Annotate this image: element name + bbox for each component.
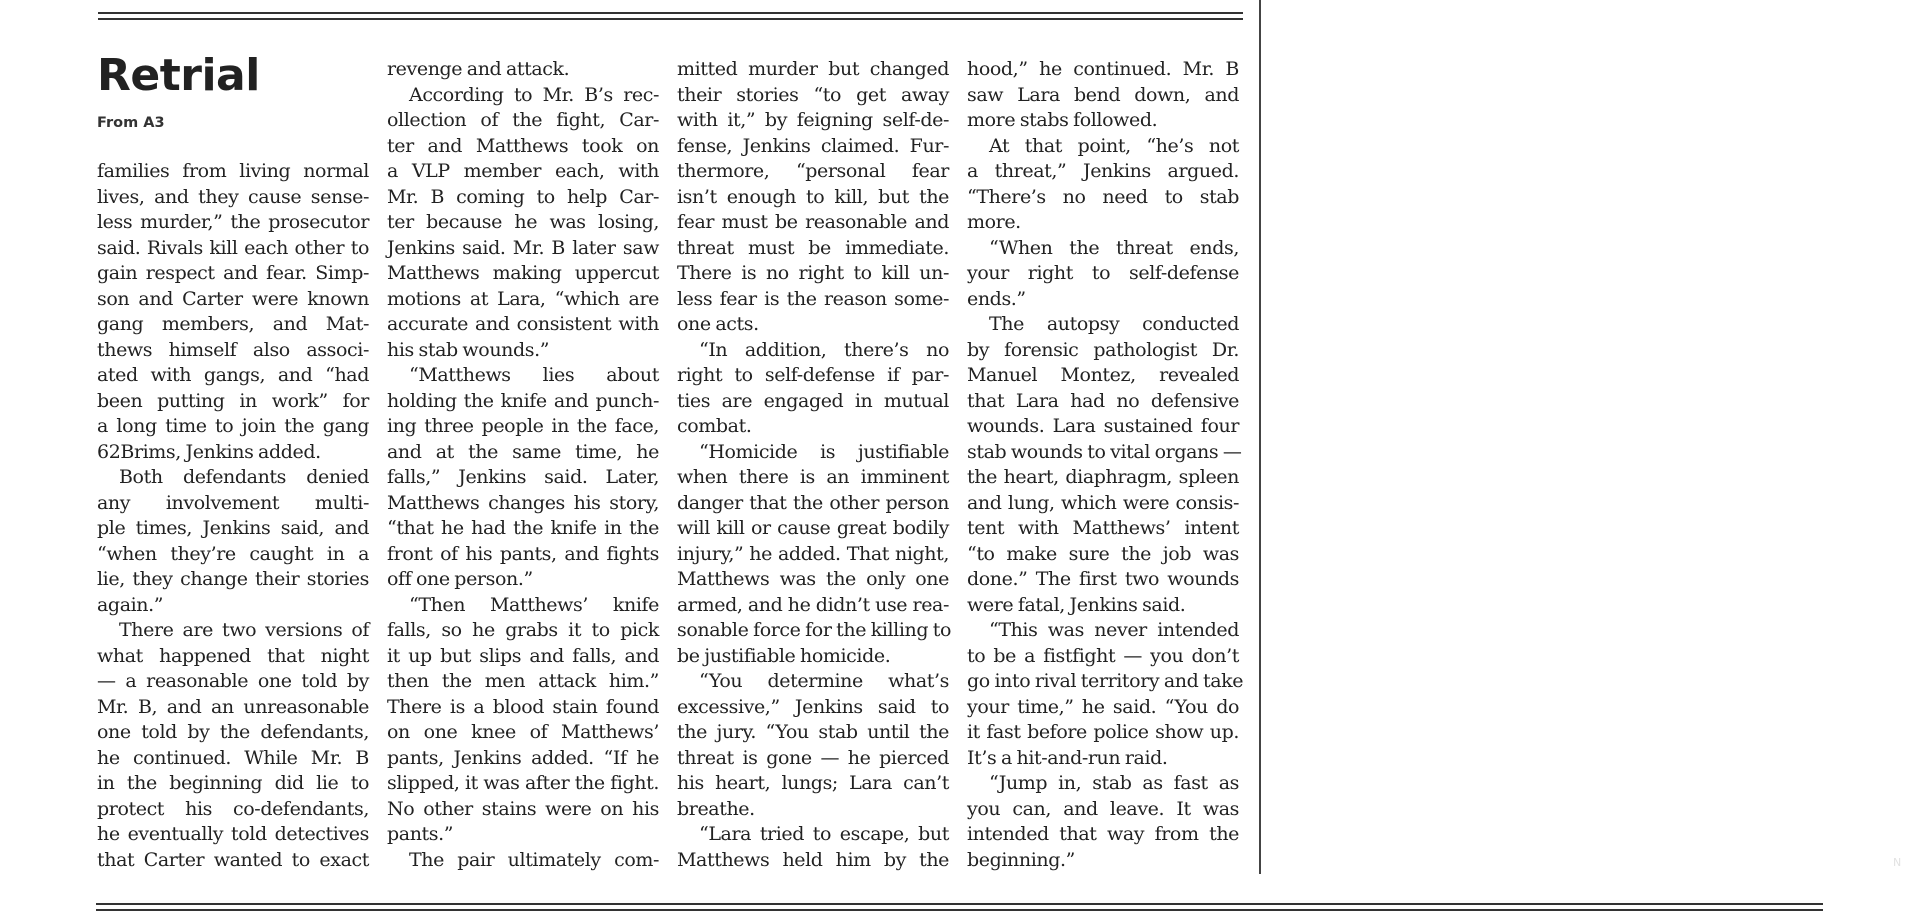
article-text-line: any involvement multi- xyxy=(97,491,369,514)
article-text-line: “You determine what’s xyxy=(699,670,949,692)
article-text-line: fear must be reasonable and xyxy=(677,211,949,233)
article-text-line: he continued. While Mr. B xyxy=(97,746,369,769)
article-text-line: a VLP member each, with xyxy=(387,160,659,182)
article-text-line: by forensic pathologist Dr. xyxy=(967,338,1239,361)
page-corner-mark: N xyxy=(1893,856,1902,869)
article-text-line: your time,” he said. “You do xyxy=(967,695,1239,718)
article-text-line: revenge and attack. xyxy=(387,58,570,80)
article-text-line: The pair ultimately com- xyxy=(409,848,659,871)
article-text-line: go into rival territory and take xyxy=(967,670,1244,692)
article-text-line: Mr. B coming to help Car- xyxy=(387,185,659,208)
article-column-2 xyxy=(387,57,659,873)
article-text-line: your right to self-defense xyxy=(967,262,1239,284)
article-text-line: lie, they change their stories xyxy=(97,568,369,590)
article-column-1 xyxy=(97,159,369,873)
article-text-line: were fatal, Jenkins said. xyxy=(967,593,1186,616)
article-text-line: “Lara tried to escape, but xyxy=(699,823,949,845)
article-text-line: excessive,” Jenkins said to xyxy=(677,695,949,718)
article-text-line: thermore, “personal fear xyxy=(677,160,949,182)
article-text-line: “This was never intended xyxy=(989,619,1239,641)
article-text-line: he eventually told detectives xyxy=(97,823,369,845)
article-text-line: ple times, Jenkins said, and xyxy=(97,517,369,539)
article-text-line: No other stains were on his xyxy=(387,797,659,820)
article-text-line: According to Mr. B’s rec- xyxy=(409,83,659,106)
article-text-line: thews himself also associ- xyxy=(97,338,369,361)
top-rule xyxy=(98,12,1243,20)
article-text-line: beginning.” xyxy=(967,848,1075,871)
article-text-line: Matthews held him by the xyxy=(677,848,949,871)
column-divider xyxy=(1259,0,1261,874)
article-text-line: slipped, it was after the fight. xyxy=(387,772,659,794)
article-text-line: sonable force for the killing to xyxy=(677,619,952,641)
article-text-line: threat must be immediate. xyxy=(677,236,949,259)
article-text-line: families from living normal xyxy=(97,160,369,182)
article-text-line: “when they’re caught in a xyxy=(97,542,369,565)
article-text-line: It’s a hit-and-run raid. xyxy=(967,746,1168,769)
article-text-line: and at the same time, he xyxy=(387,440,659,463)
article-text-line: that Carter wanted to exact xyxy=(97,848,369,871)
article-text-line: their stories “to get away xyxy=(677,83,949,106)
article-text-line: ties are engaged in mutual xyxy=(677,389,949,412)
article-text-line: Jenkins said. Mr. B later saw xyxy=(387,236,659,259)
article-text-line: ter because he was losing, xyxy=(387,211,659,233)
article-text-line: gain respect and fear. Simp- xyxy=(97,262,369,284)
article-text-line: 62Brims, Jenkins added. xyxy=(97,440,321,463)
article-text-line: on one knee of Matthews’ xyxy=(387,721,659,743)
article-text-line: “In addition, there’s no xyxy=(699,338,949,361)
article-text-line: falls,” Jenkins said. Later, xyxy=(387,466,659,488)
article-text-line: off one person.” xyxy=(387,568,533,590)
article-text-line: There is a blood stain found xyxy=(387,695,659,718)
bottom-rule xyxy=(96,903,1823,911)
article-text-line: holding the knife and punch- xyxy=(387,389,659,412)
article-text-line: one told by the defendants, xyxy=(97,721,369,743)
article-text-line: ated with gangs, and “had xyxy=(97,364,369,386)
article-text-line: his stab wounds.” xyxy=(387,338,550,361)
article-text-line: the heart, diaphragm, spleen xyxy=(967,466,1239,488)
article-text-line: gang members, and Mat- xyxy=(97,313,369,335)
article-text-line: right to self-defense if par- xyxy=(677,364,949,386)
article-text-line: tent with Matthews’ intent xyxy=(967,517,1239,539)
article-text-line: There are two versions of xyxy=(119,619,369,641)
article-text-line: ing three people in the face, xyxy=(387,415,659,437)
article-text-line: Matthews was the only one xyxy=(677,568,949,590)
article-text-line: front of his pants, and fights xyxy=(387,542,659,565)
article-text-line: be justifiable homicide. xyxy=(677,644,891,667)
article-text-line: threat is gone — he pierced xyxy=(677,746,949,769)
article-text-line: hood,” he continued. Mr. B xyxy=(967,58,1239,80)
article-text-line: danger that the other person xyxy=(677,491,949,514)
article-text-line: ends.” xyxy=(967,287,1026,310)
article-text-line: when there is an imminent xyxy=(677,466,949,488)
article-column-3 xyxy=(677,57,952,873)
article-text-line: the jury. “You stab until the xyxy=(677,721,949,743)
article-headline: Retrial xyxy=(97,50,260,101)
article-text-line: in the beginning did lie to xyxy=(97,772,369,794)
article-text-line: with it,” by feigning self-de- xyxy=(677,109,949,131)
article-text-line: and lung, which were consis- xyxy=(967,491,1239,514)
article-text-line: Manuel Montez, revealed xyxy=(967,364,1239,386)
article-text-line: you can, and leave. It was xyxy=(967,797,1239,820)
article-text-line: that Lara had no defensive xyxy=(967,389,1239,412)
article-text-line: breathe. xyxy=(677,797,755,820)
article-text-line: “that he had the knife in the xyxy=(387,517,659,539)
article-text-line: protect his co-defendants, xyxy=(97,797,369,820)
article-text-line: There is no right to kill un- xyxy=(677,262,949,284)
article-text-line: to be a fistfight — you don’t xyxy=(967,644,1239,667)
article-text-line: said. Rivals kill each other to xyxy=(97,236,369,259)
article-text-line: “When the threat ends, xyxy=(989,236,1239,259)
article-text-line: intended that way from the xyxy=(967,823,1239,845)
article-text-line: mitted murder but changed xyxy=(677,58,949,80)
article-text-line: “Then Matthews’ knife xyxy=(409,593,659,616)
article-text-line: stab wounds to vital organs — xyxy=(967,440,1242,463)
article-text-line: motions at Lara, “which are xyxy=(387,287,659,310)
article-text-line: wounds. Lara sustained four xyxy=(967,415,1239,437)
article-text-line: it up but slips and falls, and xyxy=(387,644,659,667)
article-text-line: — a reasonable one told by xyxy=(97,670,369,692)
article-text-line: son and Carter were known xyxy=(97,287,369,310)
article-text-line: “Matthews lies about xyxy=(409,364,659,386)
article-text-line: more. xyxy=(967,211,1021,233)
article-text-line: accurate and consistent with xyxy=(387,313,659,335)
article-text-line: saw Lara bend down, and xyxy=(967,83,1239,106)
article-text-line: lives, and they cause sense- xyxy=(97,185,369,208)
article-text-line: then the men attack him.” xyxy=(387,670,659,692)
article-text-line: Matthews making uppercut xyxy=(387,262,659,284)
article-text-line: what happened that night xyxy=(97,644,369,667)
article-text-line: Matthews changes his story, xyxy=(387,491,659,514)
article-text-line: less fear is the reason some- xyxy=(677,287,949,310)
article-text-line: again.” xyxy=(97,593,164,616)
article-text-line: ollection of the fight, Car- xyxy=(387,109,659,131)
article-text-line: one acts. xyxy=(677,313,759,335)
article-text-line: less murder,” the prosecutor xyxy=(97,211,369,233)
article-text-line: Both defendants denied xyxy=(119,466,369,488)
article-text-line: “to make sure the job was xyxy=(967,542,1239,565)
article-text-line: armed, and he didn’t use rea- xyxy=(677,593,949,616)
article-text-line: injury,” he added. That night, xyxy=(677,542,949,565)
article-text-line: pants, Jenkins added. “If he xyxy=(387,746,659,769)
article-text-line: more stabs followed. xyxy=(967,109,1158,131)
article-text-line: a threat,” Jenkins argued. xyxy=(967,160,1239,182)
article-text-line: done.” The first two wounds xyxy=(967,568,1239,590)
article-text-line: Mr. B, and an unreasonable xyxy=(97,695,369,718)
article-text-line: “Homicide is justifiable xyxy=(699,440,949,463)
article-text-line: fense, Jenkins claimed. Fur- xyxy=(677,134,949,157)
article-text-line: pants.” xyxy=(387,823,454,845)
article-text-line: “There’s no need to stab xyxy=(967,185,1239,208)
article-text-line: At that point, “he’s not xyxy=(989,134,1239,157)
article-text-line: it fast before police show up. xyxy=(967,721,1239,743)
article-column-4 xyxy=(967,57,1244,873)
article-text-line: combat. xyxy=(677,415,752,437)
article-text-line: falls, so he grabs it to pick xyxy=(387,619,659,641)
article-text-line: his heart, lungs; Lara can’t xyxy=(677,772,949,794)
article-text-line: a long time to join the gang xyxy=(97,415,369,437)
article-text-line: The autopsy conducted xyxy=(989,313,1239,335)
article-text-line: “Jump in, stab as fast as xyxy=(989,772,1239,794)
jump-from-label: From A3 xyxy=(97,115,165,131)
article-text-line: will kill or cause great bodily xyxy=(677,517,949,539)
article-text-line: ter and Matthews took on xyxy=(387,134,659,157)
article-text-line: isn’t enough to kill, but the xyxy=(677,185,949,208)
article-text-line: been putting in work” for xyxy=(97,389,369,412)
